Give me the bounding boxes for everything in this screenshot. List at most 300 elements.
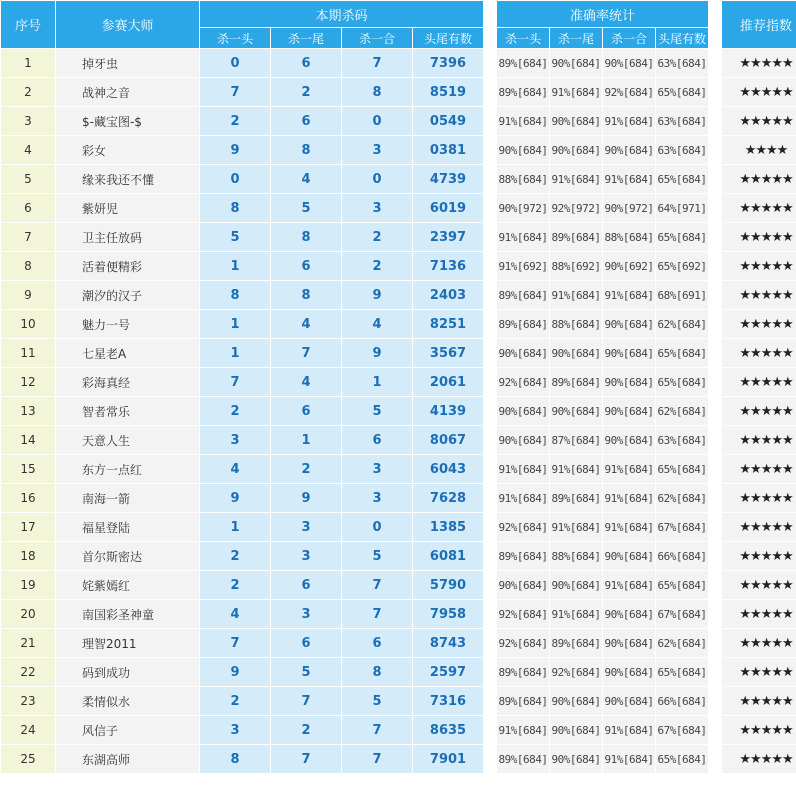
head-tail-value: 8635 — [413, 716, 483, 744]
spacer — [709, 49, 721, 77]
kill-head-value: 7 — [200, 368, 270, 396]
spacer — [484, 542, 496, 570]
spacer — [484, 629, 496, 657]
table-row — [1, 368, 796, 396]
expert-name: 姹紫嫣红 — [56, 571, 199, 599]
recommend-stars: ★★★★★ — [722, 107, 796, 135]
accuracy-head-tail: 63%[684] — [656, 107, 708, 135]
kill-sum-value: 8 — [342, 658, 412, 686]
spacer — [484, 78, 496, 106]
spacer — [484, 687, 496, 715]
kill-tail-value: 7 — [271, 339, 341, 367]
kill-head-value: 8 — [200, 281, 270, 309]
accuracy-head: 90%[972] — [497, 194, 549, 222]
head-tail-value: 2403 — [413, 281, 483, 309]
expert-name: 潮汐的汉子 — [56, 281, 199, 309]
recommend-stars: ★★★★★ — [722, 658, 796, 686]
kill-tail-value: 8 — [271, 223, 341, 251]
row-number: 20 — [1, 600, 55, 628]
kill-sum-value: 4 — [342, 310, 412, 338]
spacer — [484, 716, 496, 744]
row-number: 10 — [1, 310, 55, 338]
recommend-stars: ★★★★★ — [722, 339, 796, 367]
recommend-stars: ★★★★★ — [722, 281, 796, 309]
spacer — [709, 252, 721, 280]
kill-sum-value: 0 — [342, 165, 412, 193]
accuracy-head: 90%[684] — [497, 136, 549, 164]
accuracy-head: 91%[684] — [497, 484, 549, 512]
spacer — [484, 339, 496, 367]
kill-tail-value: 7 — [271, 745, 341, 773]
accuracy-head: 92%[684] — [497, 629, 549, 657]
kill-sum-value: 7 — [342, 571, 412, 599]
accuracy-tail: 89%[684] — [550, 223, 602, 251]
kill-sum-value: 0 — [342, 513, 412, 541]
spacer — [709, 194, 721, 222]
kill-tail-value: 1 — [271, 426, 341, 454]
kill-tail-value: 6 — [271, 107, 341, 135]
kill-head-value: 0 — [200, 165, 270, 193]
accuracy-tail: 90%[684] — [550, 571, 602, 599]
spacer — [709, 687, 721, 715]
kill-tail-value: 7 — [271, 687, 341, 715]
accuracy-sum: 91%[684] — [603, 165, 655, 193]
spacer — [484, 136, 496, 164]
kill-sum-value: 2 — [342, 223, 412, 251]
accuracy-tail: 90%[684] — [550, 716, 602, 744]
spacer — [484, 571, 496, 599]
kill-head-value: 0 — [200, 49, 270, 77]
spacer — [709, 223, 721, 251]
kill-head-value: 2 — [200, 687, 270, 715]
table-body — [1, 49, 796, 773]
spacer — [484, 600, 496, 628]
expert-name: 七星老A — [56, 339, 199, 367]
head-tail-value: 7316 — [413, 687, 483, 715]
accuracy-head: 90%[684] — [497, 571, 549, 599]
expert-name: 首尔斯密达 — [56, 542, 199, 570]
row-number: 13 — [1, 397, 55, 425]
spacer — [484, 310, 496, 338]
accuracy-head: 89%[684] — [497, 542, 549, 570]
kill-sum-value: 2 — [342, 252, 412, 280]
accuracy-head-tail: 68%[691] — [656, 281, 708, 309]
accuracy-head-tail: 62%[684] — [656, 629, 708, 657]
table-row — [1, 339, 796, 367]
table-row — [1, 455, 796, 483]
kill-sum-value: 1 — [342, 368, 412, 396]
accuracy-head-tail: 67%[684] — [656, 600, 708, 628]
accuracy-head: 91%[684] — [497, 107, 549, 135]
kill-tail-value: 5 — [271, 658, 341, 686]
accuracy-tail: 91%[684] — [550, 455, 602, 483]
head-tail-value: 6081 — [413, 542, 483, 570]
kill-tail-value: 5 — [271, 194, 341, 222]
row-number: 18 — [1, 542, 55, 570]
accuracy-sum: 90%[972] — [603, 194, 655, 222]
kill-head-value: 9 — [200, 658, 270, 686]
accuracy-head: 91%[692] — [497, 252, 549, 280]
recommend-stars: ★★★★★ — [722, 571, 796, 599]
head-tail-value: 8743 — [413, 629, 483, 657]
recommend-stars: ★★★★★ — [722, 542, 796, 570]
kill-head-value: 7 — [200, 629, 270, 657]
expert-name: 风信子 — [56, 716, 199, 744]
spacer — [484, 513, 496, 541]
head-tail-value: 2597 — [413, 658, 483, 686]
head-tail-value: 4739 — [413, 165, 483, 193]
kill-head-value: 9 — [200, 136, 270, 164]
spacer — [709, 658, 721, 686]
row-number: 4 — [1, 136, 55, 164]
kill-head-value: 1 — [200, 339, 270, 367]
table-row — [1, 484, 796, 512]
accuracy-tail: 89%[684] — [550, 629, 602, 657]
recommend-stars: ★★★★★ — [722, 368, 796, 396]
accuracy-head: 89%[684] — [497, 281, 549, 309]
kill-sum-value: 3 — [342, 136, 412, 164]
spacer — [709, 310, 721, 338]
spacer — [709, 484, 721, 512]
header-head-tail: 头尾有数 — [413, 28, 483, 48]
recommend-stars: ★★★★★ — [722, 745, 796, 773]
table-row — [1, 600, 796, 628]
kill-tail-value: 3 — [271, 542, 341, 570]
spacer — [709, 136, 721, 164]
header-name: 参赛大师 — [56, 1, 199, 48]
kill-tail-value: 6 — [271, 571, 341, 599]
spacer — [484, 484, 496, 512]
accuracy-head-tail: 65%[684] — [656, 745, 708, 773]
recommend-stars: ★★★★★ — [722, 513, 796, 541]
head-tail-value: 2397 — [413, 223, 483, 251]
kill-sum-value: 7 — [342, 745, 412, 773]
kill-sum-value: 3 — [342, 484, 412, 512]
accuracy-head-tail: 65%[692] — [656, 252, 708, 280]
spacer — [484, 107, 496, 135]
kill-sum-value: 7 — [342, 716, 412, 744]
expert-name: 柔情似水 — [56, 687, 199, 715]
spacer — [484, 658, 496, 686]
table-row — [1, 687, 796, 715]
row-number: 25 — [1, 745, 55, 773]
accuracy-tail: 91%[684] — [550, 513, 602, 541]
accuracy-head-tail: 64%[971] — [656, 194, 708, 222]
header-accuracy-group: 准确率统计 — [497, 1, 708, 27]
accuracy-head-tail: 63%[684] — [656, 136, 708, 164]
accuracy-head: 90%[684] — [497, 397, 549, 425]
kill-tail-value: 6 — [271, 49, 341, 77]
spacer — [484, 368, 496, 396]
spacer — [709, 1, 721, 48]
table-row — [1, 49, 796, 77]
recommend-stars: ★★★★★ — [722, 455, 796, 483]
table-row — [1, 397, 796, 425]
spacer — [709, 745, 721, 773]
table-row — [1, 542, 796, 570]
row-number: 19 — [1, 571, 55, 599]
accuracy-sum: 91%[684] — [603, 513, 655, 541]
head-tail-value: 7136 — [413, 252, 483, 280]
expert-name: 紫妍児 — [56, 194, 199, 222]
expert-name: 彩海真经 — [56, 368, 199, 396]
accuracy-sum: 90%[684] — [603, 368, 655, 396]
accuracy-head-tail: 65%[684] — [656, 339, 708, 367]
accuracy-tail: 90%[684] — [550, 49, 602, 77]
header-acc-head-tail: 头尾有数 — [656, 28, 708, 48]
kill-head-value: 2 — [200, 542, 270, 570]
kill-head-value: 9 — [200, 484, 270, 512]
header-kill-sum: 杀一合 — [342, 28, 412, 48]
header-acc-tail: 杀一尾 — [550, 28, 602, 48]
expert-name: 智者常乐 — [56, 397, 199, 425]
spacer — [709, 600, 721, 628]
accuracy-sum: 90%[684] — [603, 687, 655, 715]
accuracy-tail: 90%[684] — [550, 687, 602, 715]
spacer — [484, 49, 496, 77]
kill-tail-value: 9 — [271, 484, 341, 512]
accuracy-head-tail: 65%[684] — [656, 368, 708, 396]
accuracy-head: 90%[684] — [497, 339, 549, 367]
accuracy-head-tail: 66%[684] — [656, 687, 708, 715]
row-number: 16 — [1, 484, 55, 512]
accuracy-head-tail: 67%[684] — [656, 513, 708, 541]
accuracy-sum: 90%[684] — [603, 310, 655, 338]
accuracy-head-tail: 67%[684] — [656, 716, 708, 744]
accuracy-sum: 90%[684] — [603, 136, 655, 164]
spacer — [484, 194, 496, 222]
accuracy-sum: 92%[684] — [603, 78, 655, 106]
accuracy-sum: 91%[684] — [603, 484, 655, 512]
row-number: 23 — [1, 687, 55, 715]
header-acc-sum: 杀一合 — [603, 28, 655, 48]
recommend-stars: ★★★★★ — [722, 310, 796, 338]
accuracy-tail: 90%[684] — [550, 107, 602, 135]
accuracy-head-tail: 65%[684] — [656, 455, 708, 483]
spacer — [484, 252, 496, 280]
accuracy-sum: 90%[684] — [603, 397, 655, 425]
table-row — [1, 136, 796, 164]
head-tail-value: 8067 — [413, 426, 483, 454]
header-recommend: 推荐指数 — [722, 1, 796, 48]
row-number: 17 — [1, 513, 55, 541]
kill-head-value: 2 — [200, 571, 270, 599]
kill-head-value: 8 — [200, 745, 270, 773]
accuracy-tail: 90%[684] — [550, 397, 602, 425]
expert-name: 东方一点红 — [56, 455, 199, 483]
head-tail-value: 4139 — [413, 397, 483, 425]
table-row — [1, 107, 796, 135]
expert-name: 魅力一号 — [56, 310, 199, 338]
spacer — [484, 745, 496, 773]
kill-sum-value: 5 — [342, 542, 412, 570]
spacer — [709, 542, 721, 570]
row-number: 7 — [1, 223, 55, 251]
table-row — [1, 223, 796, 251]
spacer — [709, 716, 721, 744]
recommend-stars: ★★★★★ — [722, 252, 796, 280]
accuracy-tail: 88%[692] — [550, 252, 602, 280]
head-tail-value: 0549 — [413, 107, 483, 135]
accuracy-sum: 90%[684] — [603, 629, 655, 657]
row-number: 21 — [1, 629, 55, 657]
table-row — [1, 252, 796, 280]
kill-sum-value: 3 — [342, 194, 412, 222]
header-kill-group: 本期杀码 — [200, 1, 483, 27]
accuracy-head-tail: 65%[684] — [656, 571, 708, 599]
recommend-stars: ★★★★★ — [722, 223, 796, 251]
spacer — [484, 426, 496, 454]
accuracy-head-tail: 65%[684] — [656, 223, 708, 251]
kill-tail-value: 3 — [271, 600, 341, 628]
accuracy-head: 92%[684] — [497, 513, 549, 541]
row-number: 12 — [1, 368, 55, 396]
row-number: 6 — [1, 194, 55, 222]
spacer — [709, 571, 721, 599]
head-tail-value: 7628 — [413, 484, 483, 512]
accuracy-tail: 89%[684] — [550, 484, 602, 512]
accuracy-sum: 91%[684] — [603, 455, 655, 483]
recommend-stars: ★★★★★ — [722, 426, 796, 454]
head-tail-value: 8519 — [413, 78, 483, 106]
recommend-stars: ★★★★★ — [722, 78, 796, 106]
spacer — [484, 281, 496, 309]
accuracy-tail: 90%[684] — [550, 136, 602, 164]
accuracy-head: 92%[684] — [497, 368, 549, 396]
expert-name: $-藏宝图-$ — [56, 107, 199, 135]
recommend-stars: ★★★★★ — [722, 194, 796, 222]
expert-name: 彩女 — [56, 136, 199, 164]
row-number: 24 — [1, 716, 55, 744]
expert-name: 南国彩圣神童 — [56, 600, 199, 628]
accuracy-sum: 90%[684] — [603, 339, 655, 367]
kill-tail-value: 8 — [271, 281, 341, 309]
kill-tail-value: 4 — [271, 310, 341, 338]
expert-name: 天意人生 — [56, 426, 199, 454]
spacer — [709, 165, 721, 193]
kill-sum-value: 0 — [342, 107, 412, 135]
accuracy-head: 90%[684] — [497, 426, 549, 454]
head-tail-value: 6043 — [413, 455, 483, 483]
accuracy-sum: 90%[684] — [603, 600, 655, 628]
recommend-stars: ★★★★★ — [722, 600, 796, 628]
row-number: 9 — [1, 281, 55, 309]
accuracy-tail: 90%[684] — [550, 339, 602, 367]
kill-tail-value: 6 — [271, 629, 341, 657]
head-tail-value: 8251 — [413, 310, 483, 338]
head-tail-value: 5790 — [413, 571, 483, 599]
row-number: 22 — [1, 658, 55, 686]
accuracy-sum: 90%[684] — [603, 426, 655, 454]
kill-tail-value: 4 — [271, 165, 341, 193]
header-row-1 — [1, 1, 796, 27]
kill-sum-value: 6 — [342, 426, 412, 454]
header-no: 序号 — [1, 1, 55, 48]
spacer — [484, 397, 496, 425]
kill-tail-value: 8 — [271, 136, 341, 164]
spacer — [484, 1, 496, 48]
row-number: 1 — [1, 49, 55, 77]
table-row — [1, 716, 796, 744]
accuracy-head-tail: 65%[684] — [656, 165, 708, 193]
recommend-stars: ★★★★★ — [722, 716, 796, 744]
spacer — [709, 426, 721, 454]
table-row — [1, 426, 796, 454]
accuracy-tail: 88%[684] — [550, 310, 602, 338]
row-number: 5 — [1, 165, 55, 193]
spacer — [709, 513, 721, 541]
header-acc-head: 杀一头 — [497, 28, 549, 48]
recommend-stars: ★★★★★ — [722, 687, 796, 715]
kill-tail-value: 3 — [271, 513, 341, 541]
accuracy-head: 89%[684] — [497, 310, 549, 338]
row-number: 15 — [1, 455, 55, 483]
recommend-stars: ★★★★★ — [722, 397, 796, 425]
expert-name: 缘来我还不懂 — [56, 165, 199, 193]
accuracy-head-tail: 65%[684] — [656, 658, 708, 686]
table-row — [1, 165, 796, 193]
kill-sum-value: 6 — [342, 629, 412, 657]
head-tail-value: 0381 — [413, 136, 483, 164]
kill-head-value: 2 — [200, 107, 270, 135]
header-kill-head: 杀一头 — [200, 28, 270, 48]
recommend-stars: ★★★★★ — [722, 484, 796, 512]
kill-head-value: 4 — [200, 455, 270, 483]
expert-name: 福星登陆 — [56, 513, 199, 541]
accuracy-head-tail: 62%[684] — [656, 397, 708, 425]
accuracy-sum: 88%[684] — [603, 223, 655, 251]
spacer — [484, 165, 496, 193]
recommend-stars: ★★★★★ — [722, 629, 796, 657]
kill-head-value: 1 — [200, 513, 270, 541]
kill-sum-value: 5 — [342, 687, 412, 715]
table-row — [1, 78, 796, 106]
kill-sum-value: 7 — [342, 600, 412, 628]
table-row — [1, 629, 796, 657]
accuracy-head: 91%[684] — [497, 223, 549, 251]
accuracy-sum: 90%[684] — [603, 542, 655, 570]
accuracy-head-tail: 66%[684] — [656, 542, 708, 570]
accuracy-head-tail: 63%[684] — [656, 426, 708, 454]
accuracy-tail: 91%[684] — [550, 78, 602, 106]
accuracy-head-tail: 63%[684] — [656, 49, 708, 77]
expert-name: 掉牙虫 — [56, 49, 199, 77]
recommend-stars: ★★★★ — [722, 136, 796, 164]
expert-name: 东湖高师 — [56, 745, 199, 773]
kill-head-value: 5 — [200, 223, 270, 251]
expert-name: 南海一箭 — [56, 484, 199, 512]
header-kill-tail: 杀一尾 — [271, 28, 341, 48]
head-tail-value: 7901 — [413, 745, 483, 773]
kill-tail-value: 6 — [271, 397, 341, 425]
recommend-stars: ★★★★★ — [722, 49, 796, 77]
accuracy-tail: 91%[684] — [550, 165, 602, 193]
kill-head-value: 1 — [200, 310, 270, 338]
accuracy-tail: 88%[684] — [550, 542, 602, 570]
accuracy-sum: 91%[684] — [603, 716, 655, 744]
kill-sum-value: 9 — [342, 281, 412, 309]
expert-name: 卫主任放码 — [56, 223, 199, 251]
accuracy-head: 89%[684] — [497, 687, 549, 715]
spacer — [709, 629, 721, 657]
row-number: 11 — [1, 339, 55, 367]
expert-name: 活着便精彩 — [56, 252, 199, 280]
accuracy-head: 91%[684] — [497, 455, 549, 483]
spacer — [709, 107, 721, 135]
table-row — [1, 658, 796, 686]
expert-name: 理智2011 — [56, 629, 199, 657]
table-row — [1, 571, 796, 599]
